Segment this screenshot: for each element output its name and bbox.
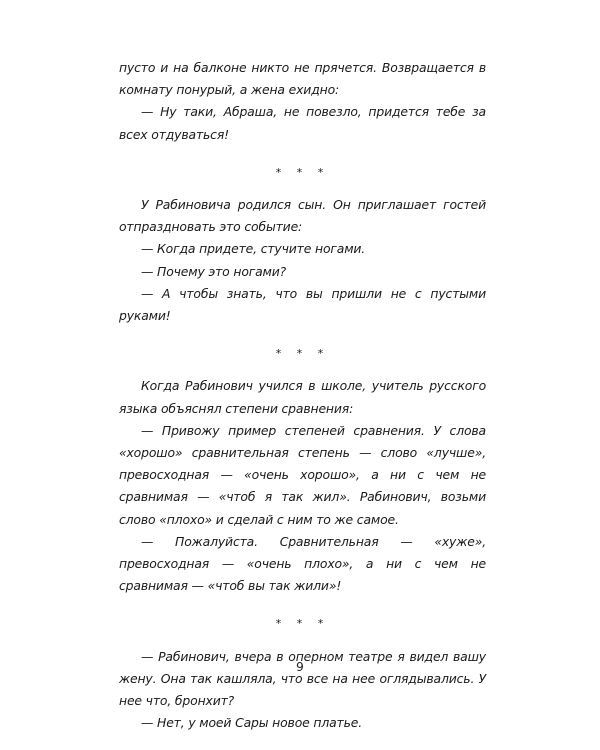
story2-paragraph-2: — Когда придете, стучите ногами.: [141, 241, 366, 257]
story2-paragraph-4: — А чтобы знать, что вы пришли не с пустыми руками!: [119, 285, 486, 324]
story1-paragraph-1: пусто и на балконе никто не прячется. Возвращается в комнату понурый, а жена ехидно:: [119, 60, 486, 98]
page-text: [119, 57, 486, 734]
story2-paragraph-3: — Почему это ногами?: [141, 263, 287, 279]
story3-paragraph-2: — Привожу пример степеней сравнения. У слова «хорошо» сравнительная степень — слово «лучше», превосходная — «очень хорошо», а ни с чем не сравнимая — «чтоб я так жил». Рабинович, возьми слово «плохо» и сделай с ним то же самое.: [119, 422, 486, 527]
story4-paragraph-1: — Рабинович, вчера в оперном театре я видел вашу жену. Она так кашляла, что все на нее оглядывались. У нее что, бронхит?: [119, 648, 486, 709]
section-separator: * * *: [275, 165, 330, 179]
story1-paragraph-2: — Ну таки, Абраша, не повезло, придется тебе за всех отдуваться!: [119, 104, 486, 142]
story3-paragraph-3: — Пожалуйста. Сравнительная — «хуже», превосходная — «очень плохо», а ни с чем не сравнимая — «чтоб вы так жили»!: [119, 533, 486, 594]
story2-paragraph-1: У Рабиновича родился сын. Он приглашает гостей отпраздновать это событие:: [119, 197, 486, 235]
story4-paragraph-2: — Нет, у моей Сары новое платье.: [141, 715, 363, 731]
section-separator: * * *: [275, 347, 330, 361]
section-separator: * * *: [275, 617, 330, 631]
page-number: 9: [296, 660, 304, 674]
story3-paragraph-1: Когда Рабинович учился в школе, учитель русского языка объяснял степени сравнения:: [119, 378, 486, 416]
